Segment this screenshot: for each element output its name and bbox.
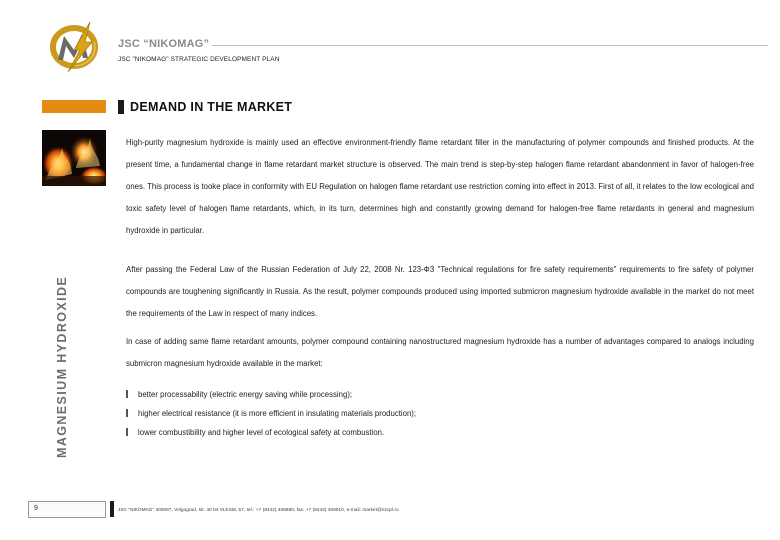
list-item [126, 404, 416, 423]
paragraph-2: After passing the Federal Law of the Russian Federation of July 22, 2008 Nr. 123-ФЗ "Technical regulations for fire safety requirements" requirements to fire safety of polymer compounds are toughening significantly in Russia. As the result, polymer compounds produced using imported submicron magnesium hydroxide available in the market do not meet the requirements of the Law in respect of many indices. [126, 265, 754, 318]
document-subtitle: JSC "NIKOMAG" STRATEGIC DEVELOPMENT PLAN [118, 56, 280, 63]
company-name: JSC “NIKOMAG” [118, 38, 210, 50]
paragraph-1: High-purity magnesium hydroxide is mainly used an effective environment-friendly flame retardant filler in the manufacturing of polymer compounds and finished products. At the present time, a fundamental change in flame retardant market structure is observed. The main trend is step-by-step halogen flame retardant abandonment in favor of halogen-free ones. This process is tooke place in conformity with EU Regulation on halogen flame retardant use restriction coming into effect in 2013. First of all, it relates to the low ecological and toxic safety level of halogen flame retardants, which, in its turn, determines high and constantly growing demand for halogen-free flame retardants in general and magnesium hydroxide in particular. [126, 138, 754, 235]
list-item-text: better processability (electric energy saving while processing); [138, 390, 353, 399]
page-number: 9 [34, 505, 38, 512]
footer-contact: JSC "NIKOMAG" 400087, Volgograd, str. 40 let VLKSM, 57, tel.: +7 (8442) 408980, fax: +7 (8442) 408010, e-mail: market@nzcpl.ru [118, 507, 399, 512]
section-title: DEMAND IN THE MARKET [130, 100, 293, 114]
footer-marker [110, 501, 114, 517]
title-marker [118, 100, 124, 114]
list-item-text: higher electrical resistance (it is more efficient in insulating materials production); [138, 409, 417, 418]
side-label: MAGNESIUM HYDROXIDE [55, 275, 69, 458]
bullet-icon [126, 409, 128, 417]
page-number-box [28, 501, 106, 518]
nikomag-logo [44, 20, 104, 74]
paragraph-3: In case of adding same flame retardant amounts, polymer compound containing nanostructured magnesium hydroxide has a number of advantages compared to analogs including submicron magnesium hydroxide available in the market: [126, 337, 754, 368]
section-accent-bar [42, 100, 106, 113]
list-item [126, 423, 416, 442]
advantages-list [126, 385, 416, 442]
list-item [126, 385, 416, 404]
bullet-icon [126, 428, 128, 436]
header-divider [212, 45, 768, 46]
fire-photo [42, 130, 106, 186]
bullet-icon [126, 390, 128, 398]
list-item-text: lower combustibility and higher level of ecological safety at combustion. [138, 428, 385, 437]
